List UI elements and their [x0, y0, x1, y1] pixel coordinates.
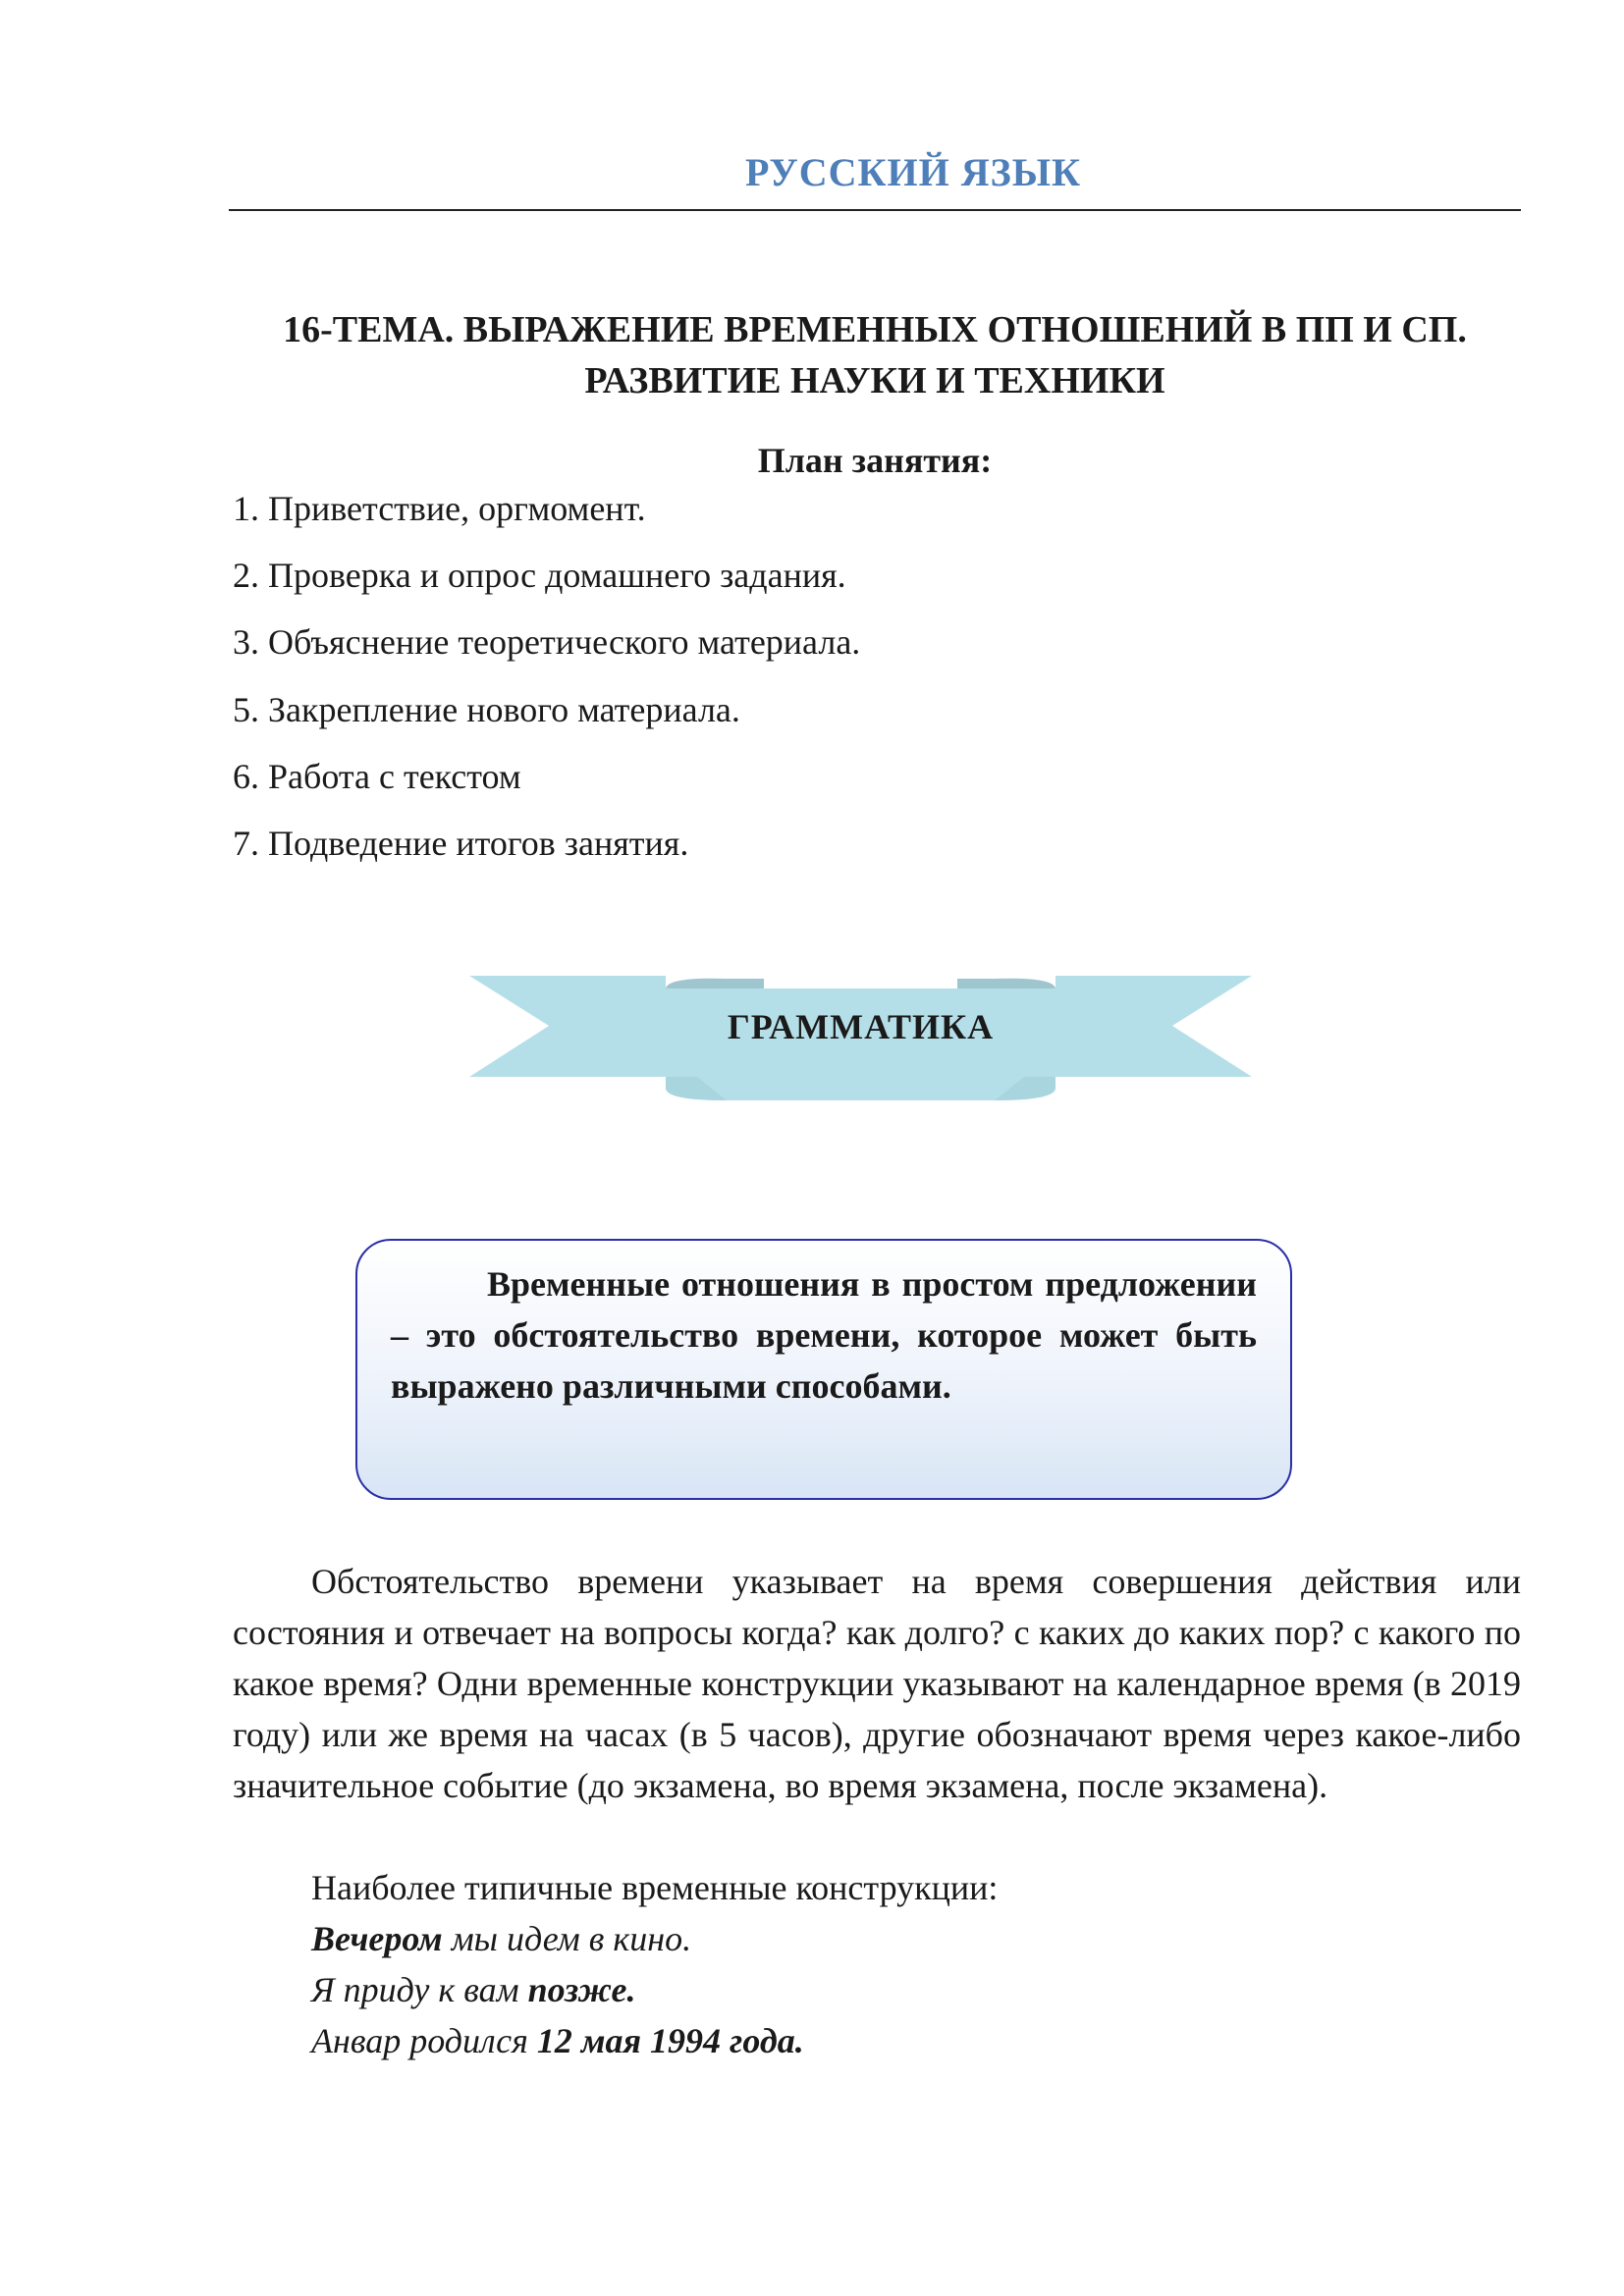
example-sentence: [311, 1913, 691, 1964]
plan-item: 7. Подведение итогов занятия.: [233, 823, 689, 863]
plan-item: 1. Приветствие, оргмомент.: [233, 489, 646, 528]
topic-title-line-2: РАЗВИТИЕ НАУКИ И ТЕХНИКИ: [584, 360, 1165, 401]
plan-item: 6. Работа с текстом: [233, 756, 521, 796]
ribbon-tab-right: [957, 979, 1056, 988]
ribbon-tab-left: [666, 979, 764, 988]
typical-constructions-intro: Наиболее типичные временные конструкции:: [311, 1868, 999, 1907]
example-rest: мы идем в кино.: [442, 1919, 692, 1958]
example-pre: Я приду к вам: [311, 1970, 528, 2009]
example-bold: Вечером: [311, 1919, 443, 1958]
body-paragraph: Обстоятельство времени указывает на время совершения действия или состояния и отвечает на вопросы когда? как долго? с каких до каких пор? с какого по какое время? Одни временные конструкции указывают на календарное время (в 2019 году) или же время на часах (в 5 часов), другие обозначают время через какое-либо значительное событие (до экзамена, во время экзамена, после экзамена).: [233, 1562, 1521, 1805]
topic-title: [229, 304, 1521, 406]
plan-item: 5. Закрепление нового материала.: [233, 689, 740, 729]
plan-item: 2. Проверка и опрос домашнего задания.: [233, 556, 846, 596]
topic-title-line-1: 16-ТЕМА. ВЫРАЖЕНИЕ ВРЕМЕННЫХ ОТНОШЕНИЙ В ПП И СП.: [283, 309, 1467, 350]
definition-text: Временные отношения в простом предложении – это обстоятельство времени, которое может быть выражено различными способами.: [391, 1264, 1257, 1406]
plan-list: [233, 486, 1509, 887]
example-post: .: [626, 1970, 636, 2009]
example-sentence: [311, 2015, 804, 2066]
plan-title: План занятия:: [757, 441, 993, 480]
example-bold: позже: [527, 1970, 627, 2009]
plan-item: 3. Объяснение теоретического материала.: [233, 622, 861, 663]
header-divider: [229, 209, 1521, 211]
page-header-subject: РУССКИЙ ЯЗЫК: [744, 150, 1082, 194]
example-sentence: [311, 1964, 635, 2015]
grammar-banner-label: ГРАММАТИКА: [727, 1007, 995, 1046]
example-bold: 12 мая 1994 года: [536, 2021, 795, 2060]
example-post: .: [794, 2021, 804, 2060]
example-pre: Анвар родился: [311, 2021, 537, 2060]
